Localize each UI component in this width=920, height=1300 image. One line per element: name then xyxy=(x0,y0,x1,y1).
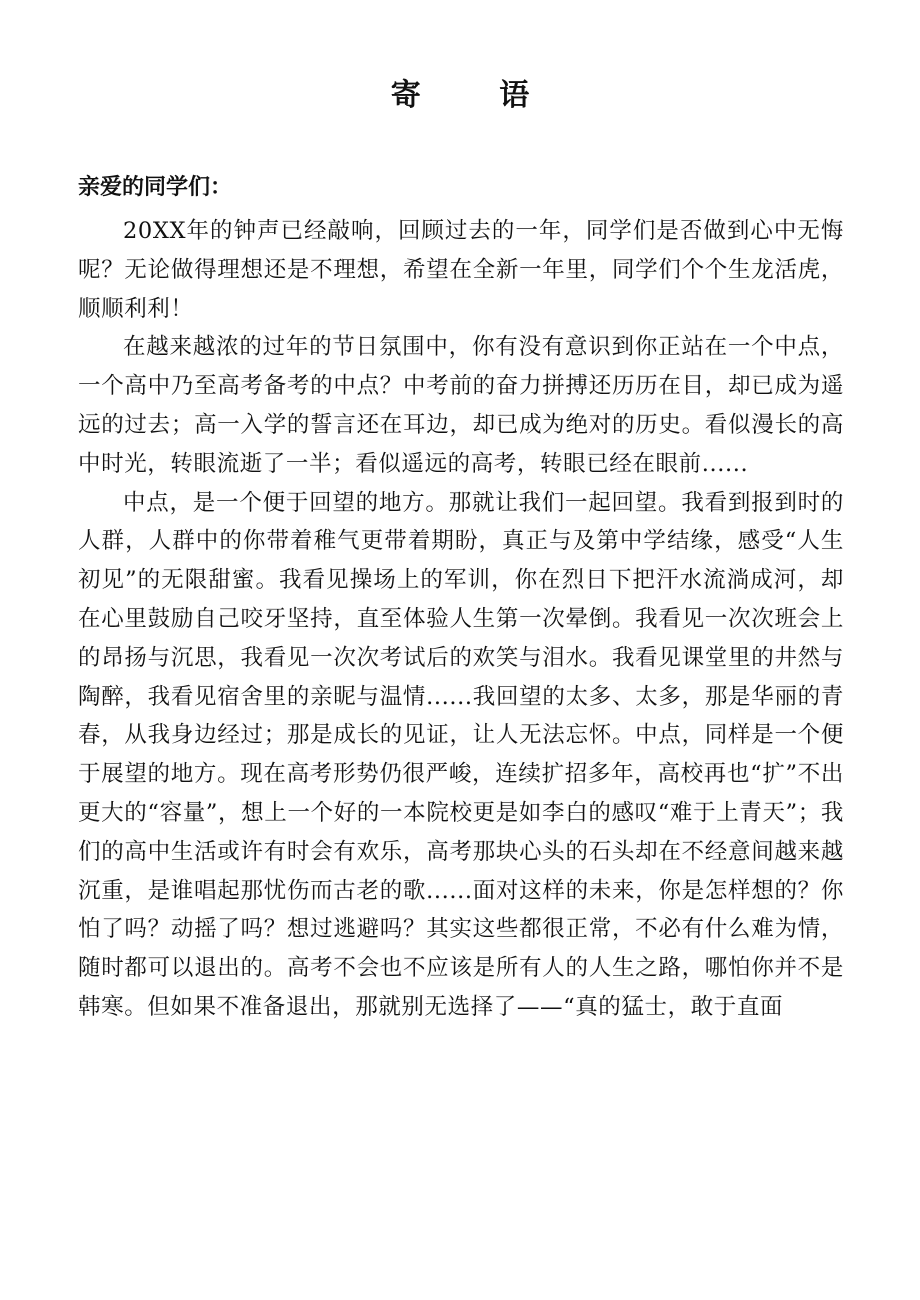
paragraph: 在越来越浓的过年的节日氛围中，你有没有意识到你正站在一个中点，一个高中乃至高考备考的中点？中考前的奋力拼搏还历历在目，却已成为遥远的过去；高一入学的誓言还在耳边，却已成为绝对的历史。看似漫长的高中时光，转眼流逝了一半；看似遥远的高考，转眼已经在眼前...... xyxy=(78,334,844,477)
paragraph: 中点，是一个便于回望的地方。那就让我们一起回望。我看到报到时的人群，人群中的你带着稚气更带着期盼，真正与及第中学结缘，感受“人生初见”的无限甜蜜。我看见操场上的军训，你在烈日下把汗水流淌成河，却在心里鼓励自己咬牙坚持，直至体验人生第一次晕倒。我看见一次次班会上的昂扬与沉思，我看见一次次考试后的欢笑与泪水。我看见课堂里的井然与陶醉，我看见宿舍里的亲昵与温情......我回望的太多、太多，那是华丽的青春，从我身边经过；那是成长的见证，让人无法忘怀。中点，同样是一个便于展望的地方。现在高考形势仍很严峻，连续扩招多年，高校再也“扩”不出更大的“容量”，想上一个好的一本院校更是如李白的感叹“难于上青天”；我们的高中生活或许有时会有欢乐，高考那块心头的石头却在不经意间越来越沉重，是谁唱起那忧伤而古老的歌......面对这样的未来，你是怎样想的？你怕了吗？动摇了吗？想过逃避吗？其实这些都很正常，不必有什么难为情，随时都可以退出的。高考不会也不应该是所有人的人生之路，哪怕你并不是韩寒。但如果不准备退出，那就别无选择了——“真的猛士，敢于直面 xyxy=(78,489,844,1020)
letter-body xyxy=(78,212,844,1027)
paragraph: 20XX年的钟声已经敲响，回顾过去的一年，同学们是否做到心中无悔呢？无论做得理想还是不理想，希望在全新一年里，同学们个个生龙活虎，顺顺利利！ xyxy=(78,218,844,322)
salutation: 亲爱的同学们： xyxy=(78,175,233,200)
page-title: 寄 语 xyxy=(390,78,564,113)
